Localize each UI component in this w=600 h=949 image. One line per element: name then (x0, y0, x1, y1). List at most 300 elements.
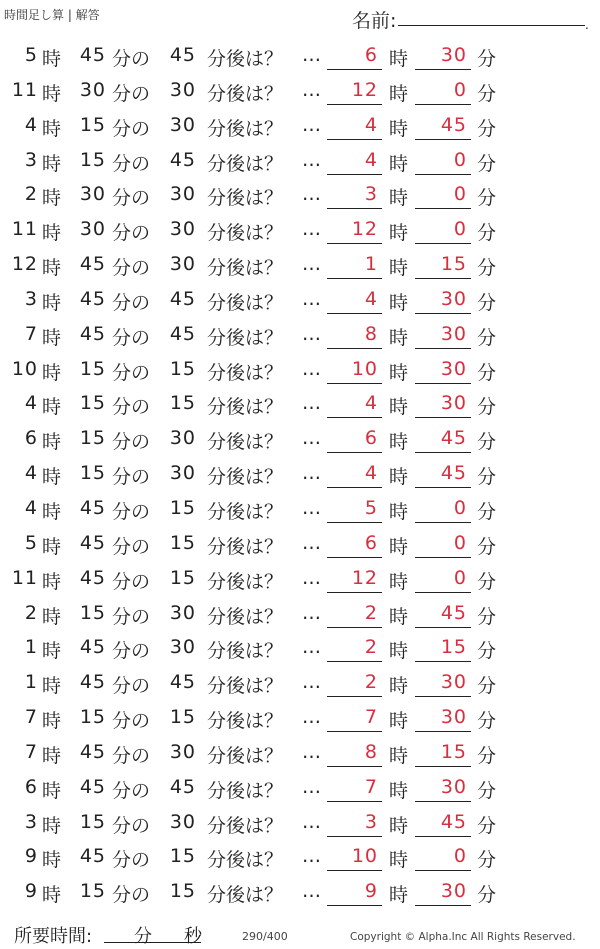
hour-unit: 時 (42, 640, 62, 663)
start-minute: 45 (79, 287, 106, 310)
minute-of-label: 分の (112, 396, 151, 419)
start-hour: 5 (24, 44, 38, 66)
answer-minute-field[interactable]: 30 (415, 880, 471, 906)
ellipsis: … (302, 357, 321, 380)
hour-unit: 時 (42, 152, 62, 175)
answer-minute-field[interactable]: 15 (415, 253, 471, 279)
hour-unit: 時 (389, 570, 409, 593)
ellipsis: … (302, 218, 321, 241)
minute-of-label: 分の (112, 605, 151, 628)
minute-unit: 分 (477, 779, 497, 802)
added-minutes: 15 (169, 880, 196, 903)
added-minutes: 30 (169, 427, 196, 450)
hour-unit: 時 (42, 710, 62, 733)
start-hour: 2 (24, 601, 38, 624)
minute-of-label: 分の (112, 466, 151, 489)
added-minutes: 15 (169, 845, 196, 868)
hour-unit: 時 (42, 291, 62, 314)
problem-row (0, 772, 600, 807)
problem-row (0, 458, 600, 493)
answer-hour-field[interactable]: 4 (327, 288, 382, 314)
start-minute: 30 (79, 218, 106, 241)
question-label: 分後は？ (207, 117, 284, 140)
hour-unit: 時 (389, 257, 409, 280)
ellipsis: … (302, 531, 321, 554)
hour-unit: 時 (42, 884, 62, 907)
answer-minute-field[interactable]: 0 (415, 532, 471, 558)
answer-minute-field[interactable]: 0 (415, 218, 471, 244)
start-hour: 1 (24, 671, 38, 694)
answer-hour-field[interactable]: 7 (327, 776, 382, 802)
problem-row (0, 249, 600, 284)
answer-minute-field[interactable]: 0 (415, 183, 471, 209)
answer-hour-field[interactable]: 12 (327, 218, 382, 244)
hour-unit: 時 (389, 117, 409, 140)
hour-unit: 時 (42, 82, 62, 105)
start-minute: 30 (79, 183, 106, 206)
added-minutes: 15 (169, 706, 196, 729)
question-label: 分後は？ (207, 849, 284, 872)
answer-minute-field[interactable]: 0 (415, 845, 471, 871)
hour-unit: 時 (389, 396, 409, 419)
ellipsis: … (302, 78, 321, 101)
answer-hour-field[interactable]: 10 (327, 358, 382, 384)
answer-minute-field[interactable]: 30 (415, 288, 471, 314)
question-label: 分後は？ (207, 744, 284, 767)
ellipsis: … (302, 322, 321, 345)
minute-of-label: 分の (112, 257, 151, 280)
question-label: 分後は？ (207, 152, 284, 175)
ellipsis: … (302, 253, 321, 276)
hour-unit: 時 (389, 48, 409, 70)
problem-row (0, 528, 600, 563)
start-hour: 1 (24, 636, 38, 659)
minute-unit: 分 (477, 82, 497, 105)
answer-hour-field[interactable]: 2 (327, 602, 382, 628)
ellipsis: … (302, 706, 321, 729)
minute-unit: 分 (477, 187, 497, 210)
problem-row (0, 388, 600, 423)
question-label: 分後は？ (207, 884, 284, 907)
answer-minute-field[interactable]: 15 (415, 741, 471, 767)
question-label: 分後は？ (207, 814, 284, 837)
minute-of-label: 分の (112, 222, 151, 245)
ellipsis: … (302, 636, 321, 659)
start-hour: 3 (24, 287, 38, 310)
added-minutes: 45 (169, 287, 196, 310)
minute-of-label: 分の (112, 291, 151, 314)
added-minutes: 45 (169, 671, 196, 694)
answer-minute-field[interactable]: 45 (415, 114, 471, 140)
added-minutes: 15 (169, 531, 196, 554)
ellipsis: … (302, 810, 321, 833)
minute-unit: 分 (477, 48, 497, 70)
start-hour: 12 (11, 253, 38, 276)
ellipsis: … (302, 392, 321, 415)
answer-hour-field[interactable]: 8 (327, 741, 382, 767)
ellipsis: … (302, 427, 321, 450)
ellipsis: … (302, 496, 321, 519)
start-minute: 15 (79, 880, 106, 903)
hour-unit: 時 (389, 361, 409, 384)
answer-minute-field[interactable]: 15 (415, 636, 471, 662)
minute-of-label: 分の (112, 710, 151, 733)
ellipsis: … (302, 287, 321, 310)
minute-of-label: 分の (112, 82, 151, 105)
start-hour: 9 (24, 880, 38, 903)
problem-row (0, 632, 600, 667)
problem-row (0, 493, 600, 528)
answer-hour-field[interactable]: 5 (327, 497, 382, 523)
problem-list (0, 40, 600, 911)
answer-hour-field[interactable]: 4 (327, 462, 382, 488)
page-number: 290/400 (242, 930, 288, 943)
ellipsis: … (302, 601, 321, 624)
problem-row (0, 598, 600, 633)
minute-of-label: 分の (112, 500, 151, 523)
problem-row (0, 807, 600, 842)
start-minute: 15 (79, 392, 106, 415)
minute-unit: 分 (477, 675, 497, 698)
hour-unit: 時 (389, 326, 409, 349)
name-label: 名前: (352, 10, 397, 32)
minute-unit: 分 (477, 152, 497, 175)
added-minutes: 30 (169, 810, 196, 833)
question-label: 分後は？ (207, 396, 284, 419)
start-hour: 7 (24, 322, 38, 345)
start-minute: 15 (79, 113, 106, 136)
hour-unit: 時 (389, 675, 409, 698)
hour-unit: 時 (42, 744, 62, 767)
minute-of-label: 分の (112, 814, 151, 837)
minute-of-label: 分の (112, 884, 151, 907)
hour-unit: 時 (42, 361, 62, 384)
added-minutes: 15 (169, 566, 196, 589)
start-hour: 4 (24, 392, 38, 415)
problem-row (0, 284, 600, 319)
ellipsis: … (302, 775, 321, 798)
minute-unit: 分 (477, 431, 497, 454)
hour-unit: 時 (42, 570, 62, 593)
answer-hour-field[interactable]: 1 (327, 253, 382, 279)
start-hour: 11 (11, 78, 38, 101)
ellipsis: … (302, 566, 321, 589)
minute-of-label: 分の (112, 535, 151, 558)
question-label: 分後は？ (207, 326, 284, 349)
hour-unit: 時 (42, 396, 62, 419)
hour-unit: 時 (42, 535, 62, 558)
start-minute: 15 (79, 601, 106, 624)
minute-of-label: 分の (112, 152, 151, 175)
hour-unit: 時 (42, 222, 62, 245)
problem-row (0, 319, 600, 354)
name-field-end-mark: . (585, 18, 589, 32)
ellipsis: … (302, 671, 321, 694)
minute-of-label: 分の (112, 849, 151, 872)
ellipsis: … (302, 845, 321, 868)
minute-unit: 分 (477, 605, 497, 628)
added-minutes: 30 (169, 78, 196, 101)
answer-hour-field[interactable]: 4 (327, 149, 382, 175)
answer-hour-field[interactable]: 9 (327, 880, 382, 906)
question-label: 分後は？ (207, 48, 284, 70)
start-minute: 15 (79, 148, 106, 171)
question-label: 分後は？ (207, 466, 284, 489)
answer-hour-field[interactable]: 3 (327, 183, 382, 209)
added-minutes: 30 (169, 253, 196, 276)
minute-unit: 分 (477, 884, 497, 907)
added-minutes: 15 (169, 496, 196, 519)
start-minute: 45 (79, 740, 106, 763)
question-label: 分後は？ (207, 291, 284, 314)
copyright-notice: Copyright © Alpha.Inc All Rights Reserved. (350, 931, 576, 943)
minute-unit: 分 (477, 396, 497, 419)
question-label: 分後は？ (207, 710, 284, 733)
question-label: 分後は？ (207, 605, 284, 628)
time-required-field[interactable] (104, 922, 202, 947)
added-minutes: 45 (169, 44, 196, 66)
hour-unit: 時 (389, 466, 409, 489)
minute-unit: 分 (477, 500, 497, 523)
minute-of-label: 分の (112, 187, 151, 210)
problem-row (0, 876, 600, 911)
question-label: 分後は？ (207, 187, 284, 210)
minute-unit: 分 (477, 744, 497, 767)
added-minutes: 30 (169, 218, 196, 241)
added-minutes: 45 (169, 322, 196, 345)
problem-row (0, 423, 600, 458)
hour-unit: 時 (389, 291, 409, 314)
hour-unit: 時 (389, 710, 409, 733)
answer-minute-field[interactable]: 30 (415, 776, 471, 802)
hour-unit: 時 (42, 187, 62, 210)
start-hour: 6 (24, 427, 38, 450)
worksheet-title: 時間足し算 | 解答 (4, 8, 100, 22)
ellipsis: … (302, 740, 321, 763)
start-hour: 3 (24, 148, 38, 171)
hour-unit: 時 (42, 849, 62, 872)
answer-minute-field[interactable]: 0 (415, 79, 471, 105)
added-minutes: 30 (169, 113, 196, 136)
question-label: 分後は？ (207, 82, 284, 105)
problem-row (0, 179, 600, 214)
answer-minute-field[interactable]: 30 (415, 323, 471, 349)
start-minute: 15 (79, 357, 106, 380)
hour-unit: 時 (389, 605, 409, 628)
minute-unit: 分 (477, 710, 497, 733)
answer-minute-field[interactable]: 30 (415, 392, 471, 418)
answer-hour-field[interactable]: 10 (327, 845, 382, 871)
problem-row (0, 354, 600, 389)
answer-minute-field[interactable]: 45 (415, 602, 471, 628)
start-minute: 45 (79, 322, 106, 345)
answer-hour-field[interactable]: 7 (327, 706, 382, 732)
start-hour: 7 (24, 706, 38, 729)
added-minutes: 30 (169, 740, 196, 763)
added-minutes: 30 (169, 601, 196, 624)
hour-unit: 時 (389, 187, 409, 210)
start-minute: 45 (79, 44, 106, 66)
question-label: 分後は？ (207, 779, 284, 802)
minute-of-label: 分の (112, 48, 151, 70)
hour-unit: 時 (42, 466, 62, 489)
question-label: 分後は？ (207, 500, 284, 523)
problem-row (0, 110, 600, 145)
start-hour: 2 (24, 183, 38, 206)
minute-unit: 分 (477, 570, 497, 593)
start-hour: 4 (24, 496, 38, 519)
answer-hour-field[interactable]: 6 (327, 44, 382, 70)
start-minute: 45 (79, 531, 106, 554)
answer-hour-field[interactable]: 2 (327, 636, 382, 662)
ellipsis: … (302, 148, 321, 171)
answer-minute-field[interactable]: 0 (415, 149, 471, 175)
ellipsis: … (302, 183, 321, 206)
start-hour: 4 (24, 113, 38, 136)
answer-hour-field[interactable]: 2 (327, 671, 382, 697)
added-minutes: 30 (169, 636, 196, 659)
problem-row (0, 40, 600, 75)
ellipsis: … (302, 880, 321, 903)
answer-minute-field[interactable]: 30 (415, 358, 471, 384)
start-hour: 10 (11, 357, 38, 380)
added-minutes: 30 (169, 183, 196, 206)
problem-row (0, 145, 600, 180)
minute-unit: 分 (477, 117, 497, 140)
hour-unit: 時 (42, 605, 62, 628)
start-minute: 15 (79, 706, 106, 729)
added-minutes: 45 (169, 775, 196, 798)
minute-unit: 分 (477, 640, 497, 663)
hour-unit: 時 (389, 779, 409, 802)
minute-unit: 分 (477, 849, 497, 872)
minute-unit: 分 (477, 361, 497, 384)
minute-of-label: 分の (112, 326, 151, 349)
question-label: 分後は？ (207, 361, 284, 384)
hour-unit: 時 (389, 884, 409, 907)
start-minute: 45 (79, 636, 106, 659)
minute-of-label: 分の (112, 640, 151, 663)
question-label: 分後は？ (207, 640, 284, 663)
question-label: 分後は？ (207, 675, 284, 698)
problem-row (0, 737, 600, 772)
hour-unit: 時 (389, 849, 409, 872)
hour-unit: 時 (389, 152, 409, 175)
start-hour: 6 (24, 775, 38, 798)
answer-hour-field[interactable]: 6 (327, 427, 382, 453)
start-minute: 15 (79, 810, 106, 833)
start-minute: 45 (79, 566, 106, 589)
minute-of-label: 分の (112, 675, 151, 698)
hour-unit: 時 (42, 326, 62, 349)
problem-row (0, 667, 600, 702)
problem-row (0, 841, 600, 876)
minute-of-label: 分の (112, 779, 151, 802)
answer-minute-field[interactable]: 0 (415, 567, 471, 593)
ellipsis: … (302, 113, 321, 136)
answer-minute-field[interactable]: 45 (415, 462, 471, 488)
hour-unit: 時 (389, 744, 409, 767)
answer-minute-field[interactable]: 30 (415, 671, 471, 697)
start-hour: 5 (24, 531, 38, 554)
added-minutes: 45 (169, 148, 196, 171)
start-minute: 45 (79, 845, 106, 868)
start-minute: 15 (79, 427, 106, 450)
answer-minute-field[interactable]: 0 (415, 497, 471, 523)
hour-unit: 時 (42, 675, 62, 698)
answer-hour-field[interactable]: 12 (327, 567, 382, 593)
hour-unit: 時 (389, 640, 409, 663)
second-unit: 秒 (184, 926, 202, 947)
start-hour: 3 (24, 810, 38, 833)
answer-hour-field[interactable]: 6 (327, 532, 382, 558)
hour-unit: 時 (389, 222, 409, 245)
answer-hour-field[interactable]: 4 (327, 114, 382, 140)
hour-unit: 時 (42, 431, 62, 454)
hour-unit: 時 (42, 257, 62, 280)
answer-minute-field[interactable]: 45 (415, 427, 471, 453)
question-label: 分後は？ (207, 570, 284, 593)
answer-minute-field[interactable]: 45 (415, 811, 471, 837)
minute-unit: 分 (477, 257, 497, 280)
start-minute: 45 (79, 496, 106, 519)
start-hour: 7 (24, 740, 38, 763)
ellipsis: … (302, 44, 321, 66)
minute-unit: 分 (477, 222, 497, 245)
answer-hour-field[interactable]: 4 (327, 392, 382, 418)
hour-unit: 時 (389, 82, 409, 105)
minute-of-label: 分の (112, 570, 151, 593)
minute-unit: 分 (477, 466, 497, 489)
minute-of-label: 分の (112, 431, 151, 454)
minute-unit: 分 (134, 926, 152, 947)
minute-unit: 分 (477, 326, 497, 349)
answer-hour-field[interactable]: 8 (327, 323, 382, 349)
start-minute: 45 (79, 775, 106, 798)
answer-hour-field[interactable]: 3 (327, 811, 382, 837)
start-minute: 30 (79, 78, 106, 101)
start-hour: 4 (24, 462, 38, 485)
hour-unit: 時 (389, 500, 409, 523)
start-minute: 45 (79, 671, 106, 694)
minute-of-label: 分の (112, 117, 151, 140)
start-hour: 11 (11, 566, 38, 589)
answer-minute-field[interactable]: 30 (415, 706, 471, 732)
minute-unit: 分 (477, 291, 497, 314)
minute-of-label: 分の (112, 361, 151, 384)
hour-unit: 時 (389, 814, 409, 837)
hour-unit: 時 (42, 779, 62, 802)
hour-unit: 時 (389, 431, 409, 454)
start-minute: 45 (79, 253, 106, 276)
problem-row (0, 702, 600, 737)
hour-unit: 時 (42, 117, 62, 140)
question-label: 分後は？ (207, 431, 284, 454)
hour-unit: 時 (389, 535, 409, 558)
ellipsis: … (302, 462, 321, 485)
added-minutes: 30 (169, 462, 196, 485)
answer-minute-field[interactable]: 30 (415, 44, 471, 70)
question-label: 分後は？ (207, 257, 284, 280)
question-label: 分後は？ (207, 222, 284, 245)
name-field-line[interactable] (398, 25, 585, 26)
problem-row (0, 563, 600, 598)
time-required-label: 所要時間: (14, 926, 93, 947)
problem-row (0, 214, 600, 249)
answer-hour-field[interactable]: 12 (327, 79, 382, 105)
question-label: 分後は？ (207, 535, 284, 558)
start-minute: 15 (79, 462, 106, 485)
